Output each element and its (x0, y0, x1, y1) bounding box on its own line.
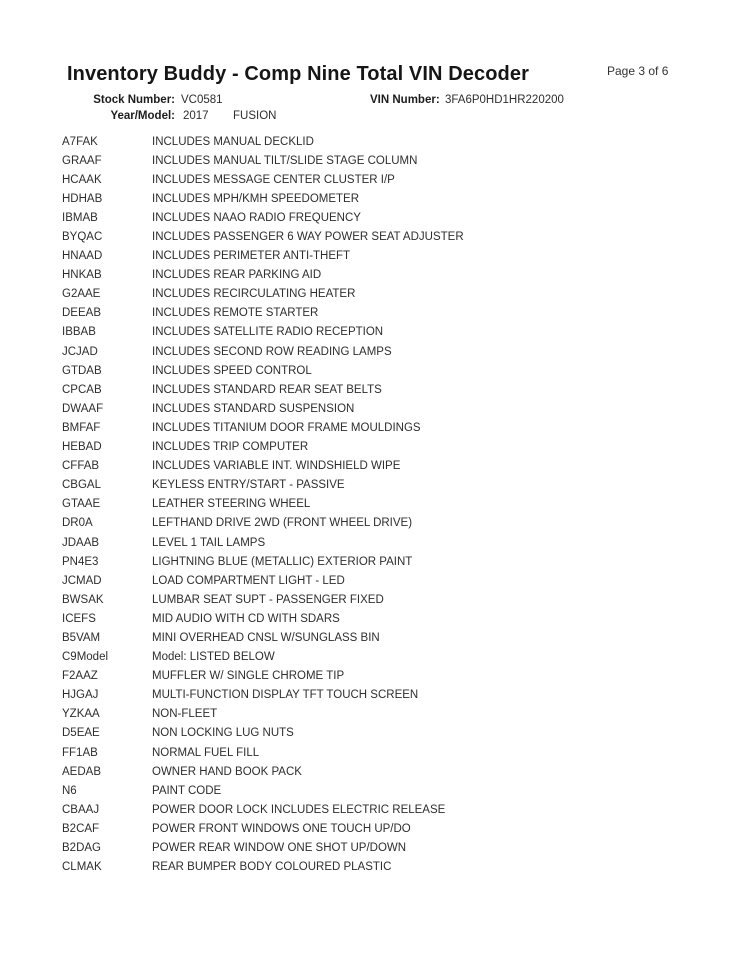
stock-number-value: VC0581 (181, 94, 223, 106)
option-description: INCLUDES MANUAL DECKLID (152, 135, 314, 148)
table-row (62, 304, 702, 323)
option-code: IBBAB (62, 326, 96, 339)
table-row (62, 266, 702, 285)
option-code: BMFAF (62, 421, 101, 434)
option-description: POWER REAR WINDOW ONE SHOT UP/DOWN (152, 842, 407, 855)
option-code: B2CAF (62, 822, 100, 835)
table-row (62, 323, 702, 342)
table-row (62, 514, 702, 533)
option-description: INCLUDES MPH/KMH SPEEDOMETER (152, 192, 360, 205)
table-row (62, 208, 702, 227)
year-model-label: Year/Model: (110, 110, 175, 122)
option-code: HNAAD (62, 250, 103, 263)
option-code: CLMAK (62, 861, 102, 874)
table-row (62, 438, 702, 457)
option-description: NON-FLEET (152, 708, 218, 721)
table-row (62, 361, 702, 380)
option-code: GTDAB (62, 364, 102, 377)
option-code: D5EAE (62, 727, 100, 740)
option-code: C9Model (62, 651, 109, 664)
option-code: N6 (62, 784, 77, 797)
option-description: INCLUDES NAAO RADIO FREQUENCY (152, 211, 361, 224)
table-row (62, 686, 702, 705)
table-row (62, 151, 702, 170)
table-row (62, 571, 702, 590)
option-code: GTAAE (62, 498, 101, 511)
option-code: CBGAL (62, 479, 101, 492)
option-description: INCLUDES SECOND ROW READING LAMPS (152, 345, 392, 358)
option-description: INCLUDES MANUAL TILT/SLIDE STAGE COLUMN (152, 154, 418, 167)
table-row (62, 648, 702, 667)
table-row (62, 227, 702, 246)
table-row (62, 705, 702, 724)
table-row (62, 762, 702, 781)
option-description: POWER FRONT WINDOWS ONE TOUCH UP/DO (152, 822, 411, 835)
option-code: G2AAE (62, 288, 101, 301)
table-row (62, 628, 702, 647)
stock-number-label: Stock Number: (93, 94, 175, 106)
option-description: MULTI-FUNCTION DISPLAY TFT TOUCH SCREEN (152, 689, 419, 702)
option-code: IBMAB (62, 211, 98, 224)
option-description: INCLUDES VARIABLE INT. WINDSHIELD WIPE (152, 460, 401, 473)
option-description: INCLUDES MESSAGE CENTER CLUSTER I/P (152, 173, 395, 186)
table-row (62, 418, 702, 437)
option-description: INCLUDES RECIRCULATING HEATER (152, 288, 356, 301)
table-row (62, 380, 702, 399)
table-row (62, 495, 702, 514)
option-description: INCLUDES REMOTE STARTER (152, 307, 319, 320)
table-row (62, 858, 702, 877)
option-description: INCLUDES SPEED CONTROL (152, 364, 312, 377)
table-row (62, 457, 702, 476)
table-row (62, 819, 702, 838)
option-description: INCLUDES TITANIUM DOOR FRAME MOULDINGS (152, 421, 421, 434)
option-description: REAR BUMPER BODY COLOURED PLASTIC (152, 861, 392, 874)
vin-number-value: 3FA6P0HD1HR220200 (445, 94, 564, 106)
table-row (62, 609, 702, 628)
option-code: GRAAF (62, 154, 102, 167)
table-row (62, 132, 702, 151)
option-description: MINI OVERHEAD CNSL W/SUNGLASS BIN (152, 631, 380, 644)
table-row (62, 170, 702, 189)
option-code: B5VAM (62, 631, 101, 644)
option-code: DR0A (62, 517, 93, 530)
option-description: MUFFLER W/ SINGLE CHROME TIP (152, 670, 345, 683)
option-code: ICEFS (62, 612, 96, 625)
option-description: KEYLESS ENTRY/START - PASSIVE (152, 479, 345, 492)
table-row (62, 285, 702, 304)
option-description: MID AUDIO WITH CD WITH SDARS (152, 612, 340, 625)
option-code: HCAAK (62, 173, 102, 186)
option-code: JDAAB (62, 536, 100, 549)
option-code: BWSAK (62, 593, 104, 606)
option-description: PAINT CODE (152, 784, 222, 797)
option-code: CPCAB (62, 383, 102, 396)
option-code: PN4E3 (62, 555, 99, 568)
option-description: LOAD COMPARTMENT LIGHT - LED (152, 574, 345, 587)
table-row (62, 800, 702, 819)
option-code: DEEAB (62, 307, 101, 320)
table-row (62, 476, 702, 495)
header-meta-line-2 (0, 110, 742, 124)
table-row (62, 667, 702, 686)
option-description: INCLUDES SATELLITE RADIO RECEPTION (152, 326, 384, 339)
option-code: HDHAB (62, 192, 103, 205)
page-number-indicator: Page 3 of 6 (607, 64, 669, 78)
table-row (62, 781, 702, 800)
option-code: F2AAZ (62, 670, 98, 683)
option-code: BYQAC (62, 231, 103, 244)
option-description: INCLUDES TRIP COMPUTER (152, 441, 309, 454)
option-code: HEBAD (62, 441, 102, 454)
vin-number-label: VIN Number: (370, 94, 440, 106)
option-description: POWER DOOR LOCK INCLUDES ELECTRIC RELEASE (152, 803, 446, 816)
option-code: CBAAJ (62, 803, 100, 816)
option-description: INCLUDES STANDARD SUSPENSION (152, 402, 355, 415)
option-code: JCMAD (62, 574, 102, 587)
option-description: Model: LISTED BELOW (152, 651, 275, 664)
table-row (62, 189, 702, 208)
option-code: AEDAB (62, 765, 101, 778)
option-code: DWAAF (62, 402, 104, 415)
option-description: LEFTHAND DRIVE 2WD (FRONT WHEEL DRIVE) (152, 517, 413, 530)
table-row (62, 342, 702, 361)
option-description: NON LOCKING LUG NUTS (152, 727, 294, 740)
option-code: FF1AB (62, 746, 98, 759)
option-code: A7FAK (62, 135, 98, 148)
model-value: FUSION (233, 110, 277, 122)
table-row (62, 399, 702, 418)
option-description: LEVEL 1 TAIL LAMPS (152, 536, 266, 549)
table-row (62, 724, 702, 743)
option-description: NORMAL FUEL FILL (152, 746, 260, 759)
option-code: YZKAA (62, 708, 100, 721)
option-code: HNKAB (62, 269, 102, 282)
options-list (62, 132, 702, 877)
option-description: INCLUDES STANDARD REAR SEAT BELTS (152, 383, 382, 396)
option-description: LUMBAR SEAT SUPT - PASSENGER FIXED (152, 593, 384, 606)
year-value: 2017 (183, 110, 209, 122)
page-title: Inventory Buddy - Comp Nine Total VIN Decoder (67, 63, 529, 85)
table-row (62, 590, 702, 609)
header-meta-line-1 (0, 94, 742, 108)
table-row (62, 533, 702, 552)
table-row (62, 552, 702, 571)
option-description: OWNER HAND BOOK PACK (152, 765, 302, 778)
option-code: HJGAJ (62, 689, 99, 702)
table-row (62, 743, 702, 762)
option-description: INCLUDES PASSENGER 6 WAY POWER SEAT ADJUSTER (152, 231, 464, 244)
option-description: LIGHTNING BLUE (METALLIC) EXTERIOR PAINT (152, 555, 413, 568)
option-code: CFFAB (62, 460, 100, 473)
table-row (62, 838, 702, 857)
option-code: JCJAD (62, 345, 98, 358)
option-code: B2DAG (62, 842, 101, 855)
table-row (62, 247, 702, 266)
option-description: INCLUDES REAR PARKING AID (152, 269, 322, 282)
option-description: INCLUDES PERIMETER ANTI-THEFT (152, 250, 351, 263)
option-description: LEATHER STEERING WHEEL (152, 498, 311, 511)
